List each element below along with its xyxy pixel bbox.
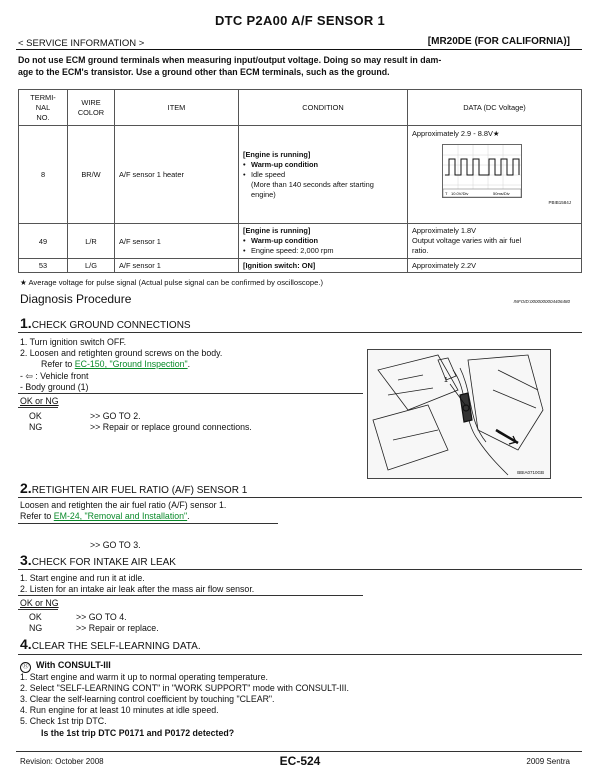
wave-scale-t: 50ms/Div	[493, 191, 510, 196]
cell-terminal: 53	[19, 259, 68, 273]
result-key: OK	[29, 612, 42, 622]
result-key: NG	[29, 422, 43, 432]
footer-divider	[16, 751, 582, 752]
step-title: CHECK FOR INTAKE AIR LEAK	[31, 557, 176, 568]
engine-label: [MR20DE (FOR CALIFORNIA)]	[427, 36, 570, 47]
instruction-line: Loosen and retighten the air fuel ratio (A/F) sensor 1.	[20, 500, 227, 510]
cell-item: A/F sensor 1	[115, 224, 239, 259]
header-divider	[16, 49, 582, 50]
instruction-line: 1. Turn ignition switch OFF.	[20, 337, 127, 347]
step-title: CHECK GROUND CONNECTIONS	[31, 320, 191, 331]
condition-main: [Engine is running]	[243, 149, 311, 159]
step-title: CLEAR THE SELF-LEARNING DATA.	[31, 641, 201, 652]
header-text: COLOR	[77, 107, 105, 117]
reference-line	[41, 359, 190, 369]
cell-condition	[239, 224, 408, 259]
step-number: 3.	[20, 552, 32, 568]
wave-scale-v: 10.0V/Div	[451, 191, 469, 196]
step-divider	[18, 497, 582, 498]
data-value: ratio.	[412, 246, 429, 255]
col-condition: CONDITION	[239, 90, 408, 126]
ground-location-figure	[367, 349, 551, 479]
revision-date: Revision: October 2008	[20, 757, 104, 766]
instruction-line: 2. Listen for an intake air leak after the mass air flow sensor.	[20, 584, 255, 594]
removal-installation-link[interactable]: EM-24, "Removal and Installation"	[53, 511, 188, 521]
caution-line: age to the ECM's transistor. Use a ground other than ECM terminals, such as the ground.	[18, 67, 390, 77]
cell-item: A/F sensor 1 heater	[115, 126, 239, 224]
condition-note: engine)	[251, 189, 276, 199]
step-3-heading	[20, 552, 176, 568]
step-title: RETIGHTEN AIR FUEL RATIO (A/F) SENSOR 1	[31, 485, 248, 496]
result-action: >> GO TO 2.	[90, 411, 141, 421]
cell-condition	[239, 259, 408, 273]
step-4-heading	[20, 636, 201, 652]
col-terminal	[19, 90, 68, 126]
table-row	[19, 126, 582, 224]
reference-prefix: Refer to	[41, 359, 75, 369]
result-action: >> Repair or replace ground connections.	[90, 422, 252, 432]
cell-condition	[239, 126, 408, 224]
reference-line	[20, 511, 190, 521]
figure-id: BBIA0710GB	[517, 470, 544, 475]
step-2-heading	[20, 480, 247, 496]
cell-terminal: 8	[19, 126, 68, 224]
instruction-line: 1. Start engine and warm it up to normal operating temperature.	[20, 672, 268, 682]
header-text: TERMI-	[30, 92, 56, 102]
engine-bay-illustration	[368, 350, 550, 478]
table-footnote: ★ Average voltage for pulse signal (Actual pulse signal can be confirmed by oscilloscope.)	[20, 278, 323, 287]
condition-bullet: • Idle speed	[243, 170, 403, 180]
consult-icon: Ⓡ	[20, 662, 31, 673]
caution-text	[18, 54, 558, 78]
table-row	[19, 224, 582, 259]
condition-bullet: • Warm-up condition	[243, 236, 403, 246]
wave-marker: T	[445, 191, 448, 196]
step-number: 2.	[20, 480, 32, 496]
page-number: EC-524	[279, 754, 321, 768]
figure-id: PBIB1584J	[548, 200, 571, 205]
caution-line: Do not use ECM ground terminals when measuring input/output voltage. Doing so may result in dam-	[18, 55, 442, 65]
cell-item: A/F sensor 1	[115, 259, 239, 273]
step-divider	[18, 393, 363, 394]
step-divider	[18, 523, 278, 524]
legend-line: - Body ground (1)	[20, 382, 89, 392]
cell-data	[408, 126, 582, 224]
step-divider	[18, 332, 582, 333]
legend-line: - ⇦ : Vehicle front	[20, 371, 89, 381]
reference-prefix: Refer to	[20, 511, 54, 521]
col-item: ITEM	[115, 90, 239, 126]
ok-ng-label: OK or NG	[20, 598, 59, 608]
instruction-line: 2. Loosen and retighten ground screws on the body.	[20, 348, 223, 358]
info-id: INFOID:0000000004406480	[513, 299, 570, 304]
table-row	[19, 259, 582, 273]
check-question: Is the 1st trip DTC P0171 and P0172 detected?	[41, 728, 235, 738]
data-value: Approximately 2.9 - 8.8V★	[412, 129, 500, 138]
step-divider	[18, 609, 58, 610]
condition-bullet: • Warm-up condition	[243, 160, 403, 170]
result-key: NG	[29, 623, 43, 633]
table-header-row	[19, 90, 582, 126]
diagnosis-title: Diagnosis Procedure	[20, 292, 132, 306]
instruction-line: 5. Check 1st trip DTC.	[20, 716, 107, 726]
condition-note: (More than 140 seconds after starting	[251, 179, 374, 189]
waveform-graphic	[443, 145, 521, 197]
vehicle-model: 2009 Sentra	[526, 757, 570, 766]
result-action: >> Repair or replace.	[76, 623, 159, 633]
data-value: Approximately 1.8V	[412, 226, 477, 235]
step-divider	[18, 654, 582, 655]
step-1-heading	[20, 315, 191, 331]
cell-wire: BR/W	[68, 126, 115, 224]
cell-data: Approximately 2.2V	[408, 259, 582, 273]
page-title: DTC P2A00 A/F SENSOR 1	[214, 13, 386, 28]
cell-wire: L/G	[68, 259, 115, 273]
header-text: NO.	[36, 112, 50, 122]
result-key: OK	[29, 411, 42, 421]
col-wire	[68, 90, 115, 126]
reference-suffix: .	[187, 359, 191, 369]
header-text: NAL	[35, 102, 51, 112]
step-divider	[18, 407, 58, 408]
condition-main: [Engine is running]	[243, 226, 311, 235]
instruction-line: 2. Select "SELF-LEARNING CONT" in "WORK SUPPORT" mode with CONSULT-III.	[20, 683, 349, 693]
consult-label: With CONSULT-III	[36, 660, 111, 670]
cell-data	[408, 224, 582, 259]
instruction-line: 4. Run engine for at least 10 minutes at idle speed.	[20, 705, 219, 715]
ok-ng-label: OK or NG	[20, 396, 59, 406]
header-text: WIRE	[81, 97, 101, 107]
cell-wire: L/R	[68, 224, 115, 259]
cell-terminal: 49	[19, 224, 68, 259]
callout-number: 1	[444, 377, 448, 384]
result-action: >> GO TO 4.	[76, 612, 127, 622]
step-number: 4.	[20, 636, 32, 652]
result-action: >> GO TO 3.	[90, 540, 141, 550]
condition-bullet: • Engine speed: 2,000 rpm	[243, 246, 403, 256]
col-data: DATA (DC Voltage)	[408, 90, 582, 126]
reference-suffix: .	[187, 511, 190, 521]
condition-main: [Ignition switch: ON]	[243, 261, 316, 270]
section-label: < SERVICE INFORMATION >	[18, 38, 145, 49]
data-value: Output voltage varies with air fuel	[412, 236, 522, 245]
step-divider	[18, 569, 582, 570]
terminal-data-table	[18, 89, 582, 273]
instruction-line: 3. Clear the self-learning control coefficient by touching "CLEAR".	[20, 694, 275, 704]
instruction-line: 1. Start engine and run it at idle.	[20, 573, 145, 583]
step-divider	[18, 595, 363, 596]
ground-inspection-link[interactable]: EC-150, "Ground Inspection"	[74, 359, 188, 369]
step-number: 1.	[20, 315, 32, 331]
oscilloscope-waveform	[442, 144, 522, 198]
